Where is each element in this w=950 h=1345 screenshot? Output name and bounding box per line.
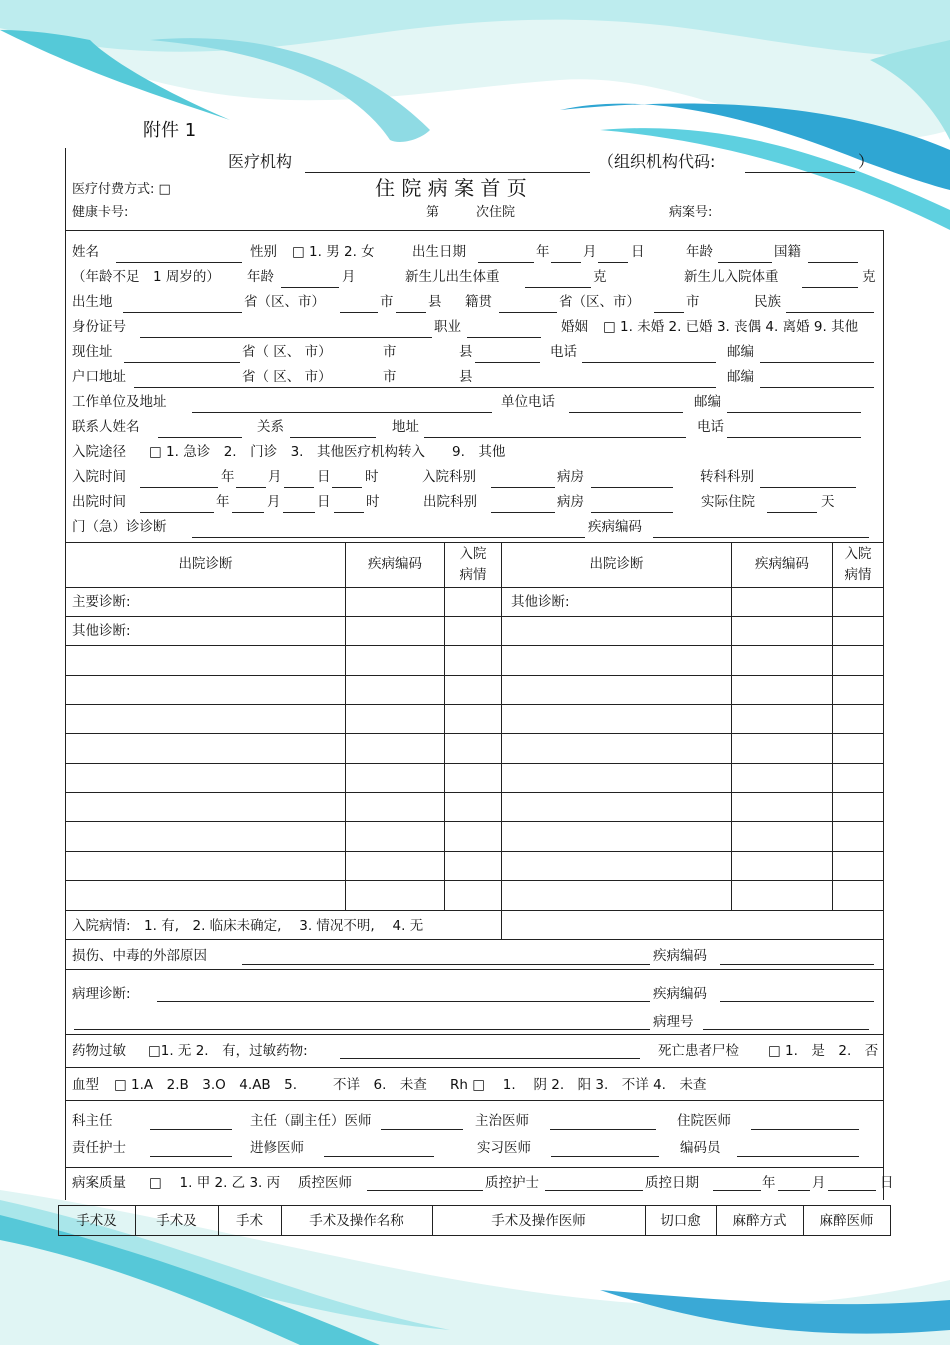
surgery-header-7: 麻醉方式: [732, 1213, 787, 1229]
dx-row-1: [65, 616, 884, 617]
newborn-birth-weight-label: 新生儿出生体重: [405, 269, 500, 285]
health-card-label: 健康卡号:: [72, 205, 129, 220]
contact-address-label: 地址: [392, 419, 419, 435]
postcode-input-3[interactable]: [727, 412, 861, 413]
pathology-dx-input[interactable]: [157, 1001, 650, 1002]
page-title: 住 院 病 案 首 页: [375, 176, 527, 200]
admission-route-options[interactable]: □ 1. 急诊 2. 门诊 3. 其他医疗机构转入 9. 其他: [149, 444, 506, 460]
autopsy-options[interactable]: □ 1. 是 2. 否: [768, 1043, 879, 1059]
pathology-row-bottom: [65, 1034, 884, 1035]
admission-time-label: 入院时间: [72, 469, 126, 485]
record-quality-options[interactable]: □ 1. 甲 2. 乙 3. 丙: [149, 1175, 281, 1191]
qc-nurse-input[interactable]: [545, 1190, 643, 1191]
adm-header-right-2: 病情: [844, 567, 872, 583]
discharge-month-input[interactable]: [232, 512, 264, 513]
pathology-dx-input-2[interactable]: [74, 1029, 650, 1030]
cur-county-unit: 县: [459, 344, 473, 360]
drug-allergy-label: 药物过敏: [72, 1043, 126, 1059]
cur-city-unit: 市: [383, 344, 397, 360]
surgery-table-top: [58, 1205, 891, 1206]
admission-month-unit: 月: [268, 469, 282, 485]
native-province-input[interactable]: [499, 312, 557, 313]
hh-city-unit: 市: [383, 369, 397, 385]
discharge-day-unit: 日: [317, 494, 331, 510]
dx-row-3: [65, 675, 884, 676]
gram-unit-2: 克: [862, 269, 876, 285]
other-dx-right-label: 其他诊断:: [511, 594, 570, 610]
infant-month-unit: 月: [342, 269, 356, 285]
gender-options[interactable]: □ 1. 男 2. 女: [292, 244, 375, 260]
ward-label-2: 病房: [557, 494, 584, 510]
household-address-input[interactable]: [134, 387, 716, 388]
work-unit-label: 工作单位及地址: [72, 394, 167, 410]
ward-label: 病房: [557, 469, 584, 485]
qc-year-unit: 年: [762, 1175, 776, 1191]
admission-route-label: 入院途径: [72, 444, 126, 460]
advanced-physician-input[interactable]: [324, 1156, 434, 1157]
dx-row-8: [65, 821, 884, 822]
payment-label[interactable]: 医疗付费方式: □: [72, 182, 171, 197]
birthplace-city-input[interactable]: [340, 312, 378, 313]
discharge-dept-input[interactable]: [491, 512, 555, 513]
surgery-header-5: 手术及操作医师: [491, 1213, 586, 1229]
household-address-label: 户口地址: [72, 369, 126, 385]
infant-age-input[interactable]: [281, 287, 339, 288]
qc-date-label: 质控日期: [645, 1175, 699, 1191]
actual-stay-input[interactable]: [767, 512, 817, 513]
qc-physician-input[interactable]: [367, 1190, 483, 1191]
qc-day-unit: 日: [880, 1175, 894, 1191]
coder-label: 编码员: [680, 1140, 721, 1156]
dx-header-left: 出院诊断: [178, 556, 233, 572]
dx-col-4: [731, 542, 732, 910]
discharge-year-unit: 年: [216, 494, 230, 510]
postcode-input[interactable]: [760, 362, 874, 363]
admission-no-suffix: 次住院: [476, 205, 516, 220]
days-unit: 天: [821, 494, 835, 510]
ward-input-2[interactable]: [591, 512, 673, 513]
qc-month-input[interactable]: [778, 1190, 810, 1191]
dx-row-11: [65, 910, 884, 911]
dx-row-10: [65, 880, 884, 881]
birth-day-unit: 日: [631, 244, 645, 260]
contact-phone-label: 电话: [697, 419, 724, 435]
autopsy-label: 死亡患者尸检: [658, 1043, 739, 1059]
qc-nurse-label: 质控护士: [485, 1175, 539, 1191]
id-no-input[interactable]: [140, 337, 432, 338]
qc-month-unit: 月: [812, 1175, 826, 1191]
chief-physician-input[interactable]: [381, 1129, 463, 1130]
chief-physician-label: 主任（副主任）医师: [250, 1113, 372, 1129]
admission-hour-unit: 时: [365, 469, 379, 485]
birth-year-input[interactable]: [478, 262, 534, 263]
resident-label: 住院医师: [677, 1113, 731, 1129]
relation-input[interactable]: [290, 437, 376, 438]
injury-cause-label: 损伤、中毒的外部原因: [72, 948, 207, 964]
birthplace-county-input[interactable]: [396, 312, 426, 313]
frame-top: [65, 230, 884, 231]
dx-row-9: [65, 851, 884, 852]
admission-dept-input[interactable]: [491, 487, 555, 488]
allergy-row-bottom: [65, 1067, 884, 1068]
nurse-input[interactable]: [150, 1156, 232, 1157]
transfer-dept-label: 转科科别: [700, 469, 754, 485]
dx-row-6: [65, 763, 884, 764]
allergy-drug-input[interactable]: [340, 1058, 640, 1059]
discharge-year-input[interactable]: [140, 512, 214, 513]
frame-right: [883, 230, 884, 1200]
county-unit: 县: [428, 294, 442, 310]
contact-name-input[interactable]: [158, 437, 242, 438]
actual-stay-label: 实际住院: [701, 494, 755, 510]
surgery-table-bottom: [58, 1235, 891, 1236]
attachment-label: 附件 1: [143, 120, 197, 141]
surgery-header-6: 切口愈: [660, 1213, 701, 1229]
pathology-no-input[interactable]: [703, 1029, 869, 1030]
admission-hour-input[interactable]: [332, 487, 362, 488]
cur-province-unit: 省（ 区、 市）: [242, 344, 332, 360]
org-input[interactable]: [305, 172, 590, 173]
city-unit-2: 市: [686, 294, 700, 310]
nationality-input[interactable]: [808, 262, 858, 263]
record-quality-label: 病案质量: [72, 1175, 126, 1191]
postcode-label-2: 邮编: [727, 369, 754, 385]
current-address-detail-input[interactable]: [475, 362, 540, 363]
birth-month-input[interactable]: [551, 262, 581, 263]
name-input[interactable]: [116, 262, 242, 263]
gram-unit: 克: [593, 269, 607, 285]
admission-dept-label: 入院科别: [422, 469, 476, 485]
org-code-input[interactable]: [745, 172, 855, 173]
signature-row-bottom: [65, 1167, 884, 1168]
postcode-input-2[interactable]: [760, 387, 874, 388]
name-label: 姓名: [72, 244, 99, 260]
id-no-label: 身份证号: [72, 319, 126, 335]
dx-table-bottom: [65, 939, 884, 940]
hh-county-unit: 县: [459, 369, 473, 385]
contact-name-label: 联系人姓名: [72, 419, 140, 435]
injury-code-input[interactable]: [720, 964, 874, 965]
transfer-dept-input[interactable]: [760, 487, 856, 488]
attending-label: 主治医师: [475, 1113, 529, 1129]
dx-row-5: [65, 733, 884, 734]
dx-row-4: [65, 704, 884, 705]
org-code-close: ）: [858, 152, 875, 171]
infant-age-label: 年龄: [247, 269, 274, 285]
adm-header-left-1: 入院: [459, 546, 487, 562]
native-city-input[interactable]: [654, 312, 684, 313]
org-code-label: （组织机构代码:: [598, 152, 716, 171]
dx-col-2: [444, 542, 445, 910]
newborn-admit-weight-label: 新生儿入院体重: [684, 269, 779, 285]
unit-phone-input[interactable]: [569, 412, 683, 413]
outpatient-dx-input[interactable]: [192, 537, 585, 538]
current-address-province-input[interactable]: [124, 362, 240, 363]
rh-options[interactable]: Rh □ 1. 阴 2. 阳 3. 不详 4. 未查: [450, 1077, 707, 1093]
dx-col-5: [832, 542, 833, 910]
newborn-birth-weight-input[interactable]: [525, 287, 591, 288]
qc-physician-label: 质控医师: [298, 1175, 352, 1191]
pathology-dx-label: 病理诊断:: [72, 986, 131, 1002]
birth-year-unit: 年: [536, 244, 550, 260]
discharge-hour-unit: 时: [366, 494, 380, 510]
dx-header-bottom: [65, 587, 884, 588]
advanced-physician-label: 进修医师: [250, 1140, 304, 1156]
age-label: 年龄: [686, 244, 713, 260]
code-header-left: 疾病编码: [368, 556, 422, 572]
birthplace-label: 出生地: [72, 294, 113, 310]
org-label: 医疗机构: [228, 152, 293, 171]
blood-type-label: 血型: [72, 1077, 99, 1093]
injury-row-bottom: [65, 969, 884, 970]
province-unit: 省（区、市）: [244, 294, 325, 310]
dept-head-label: 科主任: [72, 1113, 113, 1129]
adm-header-left-2: 病情: [459, 567, 487, 583]
work-unit-input[interactable]: [192, 412, 492, 413]
intern-input[interactable]: [551, 1156, 659, 1157]
surgery-header-3: 手术: [236, 1213, 263, 1229]
city-unit: 市: [380, 294, 394, 310]
age-input[interactable]: [718, 262, 772, 263]
dx-row-2: [65, 645, 884, 646]
code-header-right: 疾病编码: [755, 556, 809, 572]
main-dx-label: 主要诊断:: [72, 594, 131, 610]
outpatient-dx-label: 门（急）诊诊断: [72, 519, 167, 535]
record-no-label: 病案号:: [669, 205, 713, 220]
birth-date-label: 出生日期: [412, 244, 466, 260]
dx-row-7: [65, 792, 884, 793]
coder-input[interactable]: [737, 1156, 859, 1157]
contact-phone-input[interactable]: [727, 437, 861, 438]
admission-no-prefix: 第: [426, 205, 440, 220]
phone-label: 电话: [550, 344, 577, 360]
discharge-month-unit: 月: [267, 494, 281, 510]
qc-year-input[interactable]: [713, 1190, 761, 1191]
allergy-options[interactable]: □1. 无 2. 有，过敏药物:: [148, 1043, 308, 1059]
occupation-label: 职业: [434, 319, 461, 335]
pathology-code-input[interactable]: [720, 1001, 874, 1002]
admission-year-unit: 年: [221, 469, 235, 485]
ward-input[interactable]: [591, 487, 673, 488]
unit-phone-label: 单位电话: [501, 394, 555, 410]
intern-label: 实习医师: [477, 1140, 531, 1156]
nationality-label: 国籍: [774, 244, 801, 260]
discharge-dept-label: 出院科别: [423, 494, 477, 510]
marriage-label: 婚姻: [561, 319, 588, 335]
blood-type-unknown: 不详 6. 未查: [333, 1077, 427, 1093]
blood-row-bottom: [65, 1100, 884, 1101]
dx-header-right: 出院诊断: [589, 556, 644, 572]
admission-day-unit: 日: [317, 469, 331, 485]
left-border-top: [65, 148, 66, 230]
dept-head-input[interactable]: [150, 1129, 232, 1130]
surgery-col-8: [890, 1205, 891, 1235]
pathology-no-label: 病理号: [653, 1014, 694, 1030]
postcode-label: 邮编: [727, 344, 754, 360]
contact-address-input[interactable]: [424, 437, 686, 438]
gender-label: 性别: [250, 244, 277, 260]
marriage-options[interactable]: □ 1. 未婚 2. 已婚 3. 丧偶 4. 离婚 9. 其他: [603, 319, 859, 335]
province-unit-2: 省（区、市）: [559, 294, 640, 310]
attending-input[interactable]: [550, 1129, 656, 1130]
admission-day-input[interactable]: [284, 487, 314, 488]
ethnicity-label: 民族: [754, 294, 781, 310]
infant-age-note: （年龄不足 1 周岁的）: [72, 269, 220, 285]
other-dx-left-label: 其他诊断:: [72, 623, 131, 639]
discharge-day-input[interactable]: [283, 512, 315, 513]
injury-code-label: 疾病编码: [653, 948, 707, 964]
discharge-time-label: 出院时间: [72, 494, 126, 510]
dx-table-top: [65, 542, 884, 543]
relation-label: 关系: [257, 419, 284, 435]
pathology-code-label: 疾病编码: [653, 986, 707, 1002]
newborn-admit-weight-input[interactable]: [802, 287, 858, 288]
surgery-header-2: 手术及: [156, 1213, 197, 1229]
birth-month-unit: 月: [583, 244, 597, 260]
resident-input[interactable]: [751, 1129, 859, 1130]
injury-cause-input[interactable]: [242, 964, 650, 965]
phone-input[interactable]: [582, 362, 716, 363]
dx-col-3: [501, 542, 502, 939]
frame-left: [65, 230, 66, 1200]
admit-condition-note: 入院病情: 1. 有, 2. 临床未确定, 3. 情况不明, 4. 无: [72, 918, 424, 934]
current-address-label: 现住址: [72, 344, 113, 360]
nurse-label: 责任护士: [72, 1140, 126, 1156]
dx-col-1: [345, 542, 346, 910]
surgery-header-8: 麻醉医师: [819, 1213, 874, 1229]
blood-type-options[interactable]: □ 1.A 2.B 3.O 4.AB 5.: [114, 1077, 298, 1093]
ethnicity-input[interactable]: [786, 312, 874, 313]
adm-header-right-1: 入院: [844, 546, 872, 562]
native-place-label: 籍贯: [465, 294, 492, 310]
admission-month-input[interactable]: [236, 487, 266, 488]
outpatient-code-label: 疾病编码: [588, 519, 642, 535]
birthplace-province-input[interactable]: [123, 312, 242, 313]
discharge-hour-input[interactable]: [334, 512, 364, 513]
outpatient-code-input[interactable]: [653, 537, 869, 538]
postcode-label-3: 邮编: [694, 394, 721, 410]
hh-province-unit: 省（ 区、 市）: [242, 369, 332, 385]
occupation-input[interactable]: [467, 337, 541, 338]
surgery-header-1: 手术及: [76, 1213, 117, 1229]
surgery-header-4: 手术及操作名称: [309, 1213, 404, 1229]
qc-day-input[interactable]: [828, 1190, 876, 1191]
birth-day-input[interactable]: [598, 262, 628, 263]
admission-year-input[interactable]: [140, 487, 218, 488]
